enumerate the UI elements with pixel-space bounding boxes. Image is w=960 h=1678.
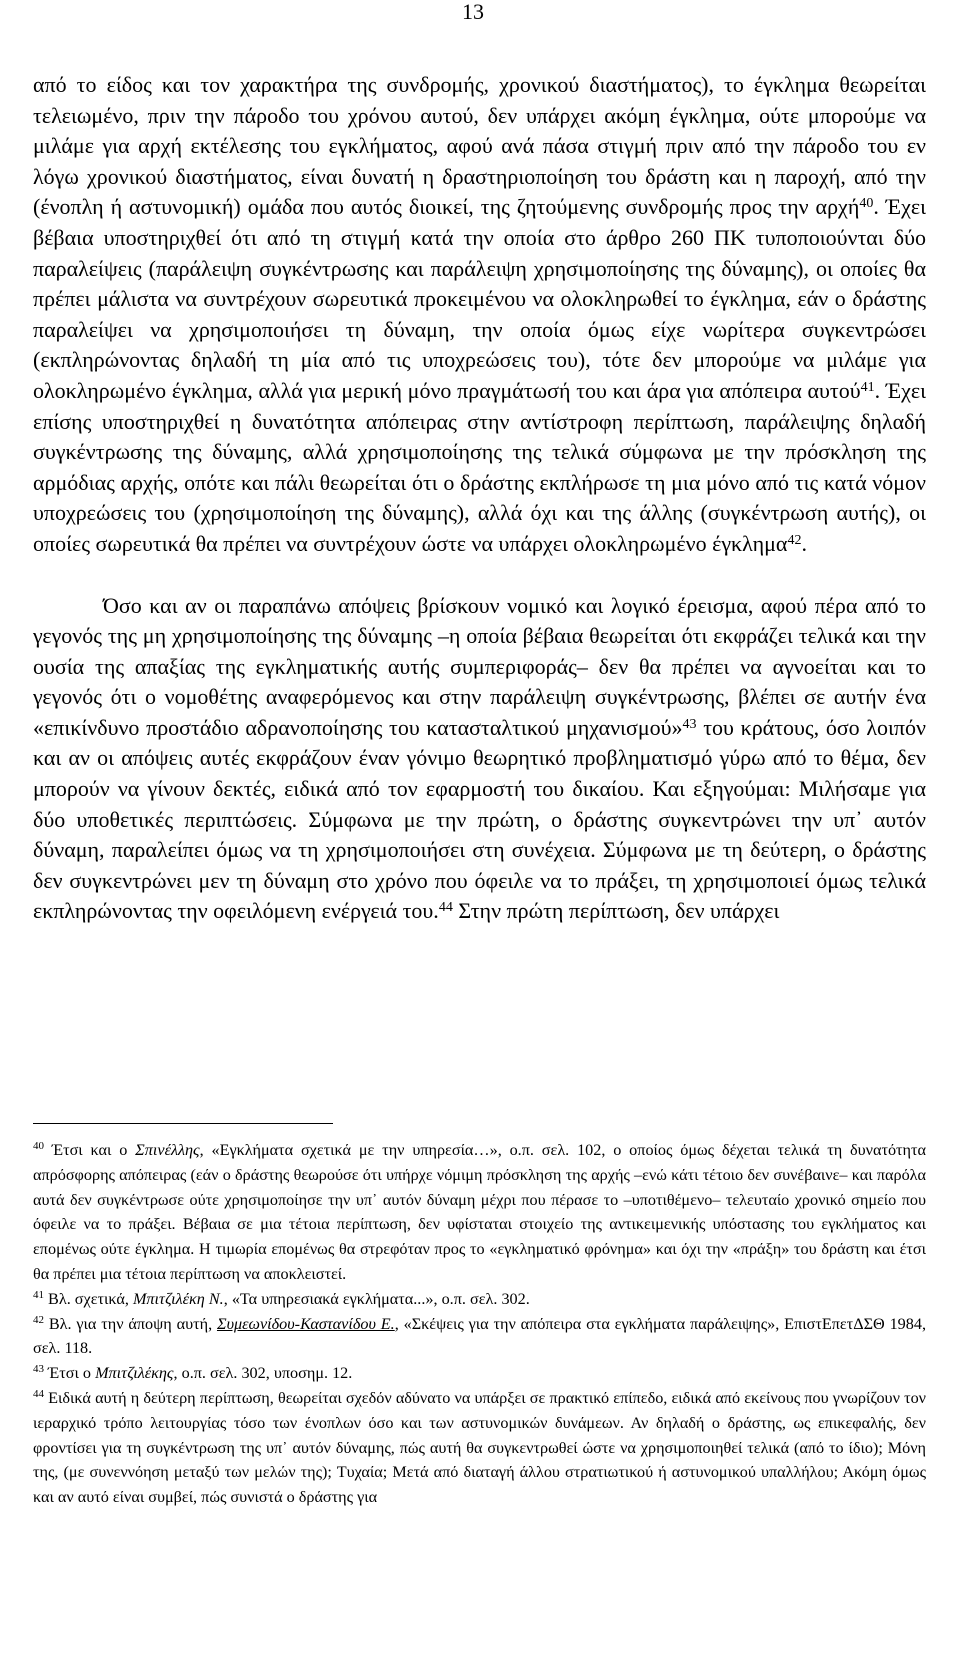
footnote-number: 42 bbox=[33, 1313, 44, 1326]
footnote-separator bbox=[33, 1123, 333, 1124]
footnote-author: Μπιτζιλέκης bbox=[95, 1364, 174, 1383]
paragraph-1-text-a: από το είδος και τον χαρακτήρα της συνδρομής, χρονικού διαστήματος), το έγκλημα θεωρείται τελειωμένο, πριν την πάροδο του χρόνου αυτού, δεν υπάρχει ακόμη έγκλημα, ούτε μπορούμε να μιλάμε για αρχή εκτέλεσης του εγκλήματος, αφού ανά πάσα στιγμή πριν από την πάροδο του εν λόγω χρονικού διαστήματος, είναι δυνατή η δραστηριοποίηση του δράστη και η παροχή, από την (ένοπλη ή αστυνομική) ομάδα που αυτός διοικεί, της ζητούμενης συνδρομής προς την αρχή bbox=[33, 72, 926, 220]
footnotes bbox=[33, 1138, 926, 1510]
footnote-text: , «Εγκλήματα σχετικά με την υπηρεσία…», ο.π. σελ. 102, ο οποίος όμως δέχεται τελικά τη δυνατότητα απρόσφορης απόπειρας (εάν ο δράστης θεωρούσε ότι υπήρχε νόμιμη πρόσκληση της αρχής –ενώ κάτι τέτοιο δεν συνέβαινε– και παρόλα αυτά δεν συγκέντρωσε ούτε χρησιμοποίησε την υπ᾽ αυτόν δύναμη μέχρι που πέρασε το –υποτιθέμενο– τελευταίο χρονικό σημείο που όφειλε να το πράξει. Βέβαια σε μια τέτοια περίπτωση, δεν υφίσταται στοιχείο της αντικειμενικής υπόστασης του εγκλήματος και επομένως ούτε έγκλημα. Η τιμωρία επομένως θα στρεφόταν προς το «εγκληματικό φρόνημα» και όχι την «πράξη» του δράστη και έτσι θα πρέπει μια τέτοια περίπτωση να αποκλειστεί. bbox=[33, 1141, 927, 1283]
footnote-author: Συμεωνίδου-Καστανίδου Ε. bbox=[216, 1314, 395, 1333]
paragraph-2 bbox=[33, 591, 926, 928]
paragraph-1 bbox=[33, 70, 926, 560]
footnote-43 bbox=[33, 1361, 926, 1386]
footnote-text: , ο.π. σελ. 302, υποσημ. 12. bbox=[173, 1364, 353, 1383]
footnote-40 bbox=[33, 1138, 926, 1287]
footnote-41 bbox=[33, 1287, 926, 1312]
footnote-text: Βλ. σχετικά, bbox=[44, 1289, 133, 1308]
footnote-text: , «Τα υπηρεσιακά εγκλήματα...», ο.π. σελ. 302. bbox=[223, 1289, 530, 1308]
footnote-text: , «Σκέψεις για την απόπειρα στα εγκλήματα παράλειψης», ΕπιστΕπετΔΣΘ 1984, σελ. 118. bbox=[33, 1314, 926, 1358]
paragraph-1-text-d: . bbox=[801, 530, 807, 556]
paragraph-2-text-b: του κράτους, όσο λοιπόν και αν οι απόψεις αυτές εκφράζουν έναν γόνιμο θεωρητικό προβληματισμό γύρω από το θέμα, δεν μπορούν να γίνουν δεκτές, ειδικά από τον εφαρμοστή του δικαίου. Και εξηγούμαι: Μιλήσαμε για δύο υποθετικές περιπτώσεις. Σύμφωνα με την πρώτη, ο δράστης συγκεντρώνει την υπ᾽ αυτόν δύναμη, παραλείπει όμως να τη χρησιμοποιήσει στη συνέχεια. Σύμφωνα με τη δεύτερη, ο δράστης δεν συγκεντρώνει μεν τη δύναμη στο χρόνο που όφειλε να το πράξει, τη χρησιμοποιεί όμως τελικά εκπληρώνοντας την οφειλόμενη ενέργειά του. bbox=[33, 714, 926, 924]
footnote-number: 40 bbox=[33, 1140, 44, 1152]
footnote-author: Σπινέλλης bbox=[135, 1141, 200, 1159]
footnote-44 bbox=[33, 1386, 926, 1510]
paragraph-2-text-c: Στην πρώτη περίπτωση, δεν υπάρχει bbox=[452, 898, 780, 924]
body-text bbox=[33, 70, 926, 927]
footnote-ref-42[interactable]: 42 bbox=[787, 532, 802, 548]
footnote-text: Βλ. για την άποψη αυτή, bbox=[44, 1314, 217, 1333]
footnote-ref-40[interactable]: 40 bbox=[859, 196, 874, 212]
paragraph-1-text-c: . Έχει επίσης υποστηριχθεί η δυνατότητα απόπειρας στην αντίστροφη περίπτωση, παράλειψης δηλαδή συγκέντρωσης της δύναμης, αλλά χρησιμοποίησης της τελικά σύμφωνα με την πρόσκληση της αρμόδιας αρχής, οπότε και πάλι θεωρείται ότι ο δράστης εκπλήρωσε τη μια μόνο από τις κατά νόμον υποχρεώσεις του (χρησιμοποίηση της δύναμης), αλλά όχι και της άλλης (συγκέντρωση αυτής), οι οποίες σωρευτικά θα πρέπει να συντρέχουν ώστε να υπάρχει ολοκληρωμένο έγκλημα bbox=[33, 377, 927, 556]
footnote-42 bbox=[33, 1312, 926, 1362]
paragraph-2-text-a: Όσο και αν οι παραπάνω απόψεις βρίσκουν νομικό και λογικό έρεισμα, αφού πέρα από το γεγονός της μη χρησιμοποίησης της δύναμης –η οποία βέβαια θεωρείται ότι εκφράζει τελικά και την ουσία της απαξίας της εγκληματικής αυτής συμπεριφοράς– δεν θα πρέπει να αγνοείται και το γεγονός ότι ο νομοθέτης αναφερόμενος και στην παράλειψη συγκέντρωσης, βλέπει σε αυτήν ένα «επικίνδυνο προστάδιο αδρανοποίησης του κατασταλτικού μηχανισμού» bbox=[33, 592, 926, 740]
footnote-ref-44[interactable]: 44 bbox=[438, 900, 453, 916]
footnote-text: Έτσι ο bbox=[44, 1364, 96, 1383]
footnote-text: Έτσι και ο bbox=[44, 1141, 136, 1159]
footnote-ref-41[interactable]: 41 bbox=[860, 379, 875, 395]
footnote-ref-43[interactable]: 43 bbox=[682, 716, 697, 732]
footnote-number: 41 bbox=[33, 1288, 44, 1301]
footnote-number: 44 bbox=[33, 1387, 44, 1400]
footnote-number: 43 bbox=[33, 1363, 44, 1376]
paragraph-1-text-b: . Έχει βέβαια υποστηριχθεί ότι από τη στιγμή κατά την οποία στο άρθρο 260 ΠΚ τυποποιούνται δύο παραλείψεις (παράλειψη συγκέντρωσης και παράλειψη χρησιμοποίησης της δύναμης), οι οποίες θα πρέπει μάλιστα να συντρέχουν σωρευτικά προκειμένου να ολοκληρωθεί το έγκλημα, εάν ο δράστης παραλείψει να χρησιμοποιήσει τη δύναμη, την οποία όμως είχε νωρίτερα συγκεντρώσει (εκπληρώνοντας δηλαδή τη μία από τις υποχρεώσεις του), τότε δεν μπορούμε να μιλάμε για ολοκληρωμένο έγκλημα, αλλά για μερική μόνο πραγμάτωσή του και άρα για απόπειρα αυτού bbox=[33, 194, 926, 403]
page-number: 13 bbox=[462, 0, 484, 24]
footnote-text: Ειδικά αυτή η δεύτερη περίπτωση, θεωρείται σχεδόν αδύνατο να υπάρξει σε πρακτικό επίπεδο, ειδικά από εκείνους που γνωρίζουν τον ιεραρχικό τρόπο λειτουργίας τόσο των ένοπλων όσο και των αστυνομικών δυνάμεων. Αν δηλαδή ο δράστης, ως επικεφαλής, δεν φροντίσει για τη συγκέντρωση της υπ᾽ αυτόν δύναμης, πώς αυτή θα συγκεντρωθεί ώστε να χρησιμοποιηθεί τελικά (από το ίδιο); Μόνη της, (με συνεννόηση μεταξύ των μελών της); Τυχαία; Μετά από διαταγή άλλου στρατιωτικού ή αστυνομικού υπαλλήλου; Ακόμη όμως και αν αυτό είναι συμβεί, πώς συνιστά ο δράστης για bbox=[33, 1388, 926, 1507]
footnote-author: Μπιτζιλέκη Ν. bbox=[132, 1289, 224, 1308]
